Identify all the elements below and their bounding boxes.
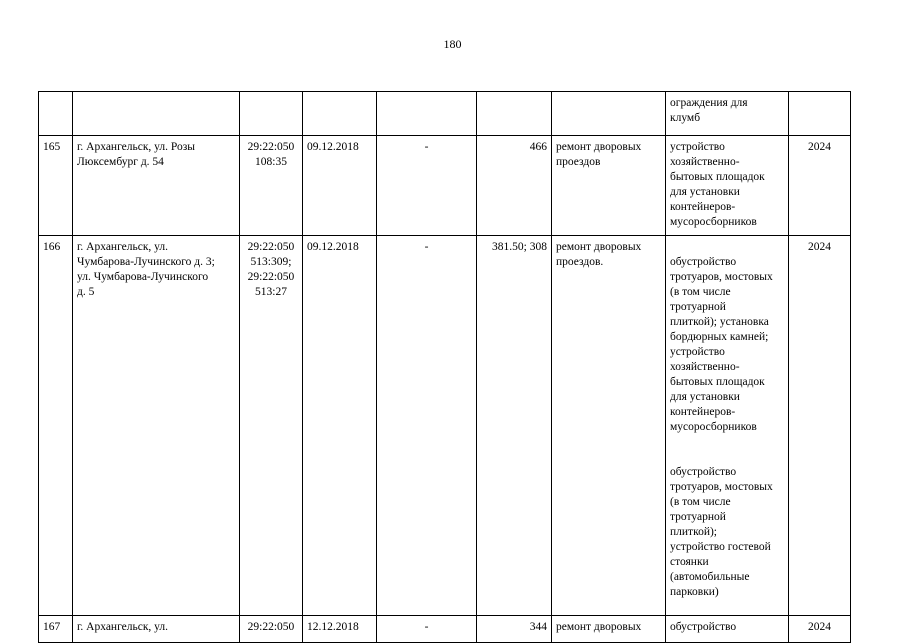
- work-type-cell: ремонт дворовых проездов: [552, 136, 666, 236]
- table-row: [39, 236, 851, 616]
- improvement-table: [38, 91, 851, 643]
- cadastral-cell: 29:22:050 108:35: [240, 136, 303, 236]
- work-type-cell: ремонт дворовых: [552, 616, 666, 643]
- year-cell: 2024: [789, 616, 851, 643]
- improvements-paragraph: обустройство тротуаров, мостовых (в том числе тротуарной плиткой); устройство гостевой стоянки (автомобильные парковки): [670, 466, 773, 598]
- dash-cell: [377, 92, 477, 136]
- dash-cell: -: [377, 136, 477, 236]
- work-type-cell: [552, 92, 666, 136]
- row-number-cell: [39, 92, 73, 136]
- date-cell: 09.12.2018: [303, 236, 377, 616]
- dash-cell: -: [377, 236, 477, 616]
- address-cell: г. Архангельск, ул. Чумбарова-Лучинского д. 3; ул. Чумбарова-Лучинского д. 5: [73, 236, 240, 616]
- dash-cell: -: [377, 616, 477, 643]
- improvements-cell: [666, 236, 789, 616]
- improvements-paragraph: обустройство тротуаров, мостовых (в том числе тротуарной плиткой); установка бордюрных камней; устройство хозяйственно- бытовых площадок для установки контейнеров- мусоросборников: [670, 256, 773, 433]
- area-cell: 344: [477, 616, 552, 643]
- cadastral-cell: [240, 92, 303, 136]
- area-cell: 466: [477, 136, 552, 236]
- address-cell: г. Архангельск, ул. Розы Люксембург д. 54: [73, 136, 240, 236]
- table-row: [39, 92, 851, 136]
- date-cell: 09.12.2018: [303, 136, 377, 236]
- date-cell: [303, 92, 377, 136]
- address-cell: г. Архангельск, ул.: [73, 616, 240, 643]
- improvements-paragraph: ограждения для клумб: [670, 97, 748, 124]
- row-number-cell: 167: [39, 616, 73, 643]
- date-cell: 12.12.2018: [303, 616, 377, 643]
- year-cell: [789, 92, 851, 136]
- table-row: [39, 616, 851, 643]
- page-number: 180: [443, 37, 462, 51]
- area-cell: [477, 92, 552, 136]
- improvements-cell: [666, 616, 789, 643]
- improvements-paragraph: устройство хозяйственно- бытовых площадок для установки контейнеров- мусоросборников: [670, 141, 765, 228]
- address-cell: [73, 92, 240, 136]
- cadastral-cell: 29:22:050 513:309; 29:22:050 513:27: [240, 236, 303, 616]
- cadastral-cell: 29:22:050: [240, 616, 303, 643]
- year-cell: 2024: [789, 136, 851, 236]
- improvements-cell: [666, 92, 789, 136]
- area-cell: 381.50; 308: [477, 236, 552, 616]
- improvements-cell: [666, 136, 789, 236]
- table-row: [39, 136, 851, 236]
- improvements-paragraph: обустройство: [670, 621, 737, 633]
- row-number-cell: 165: [39, 136, 73, 236]
- work-type-cell: ремонт дворовых проездов.: [552, 236, 666, 616]
- year-cell: 2024: [789, 236, 851, 616]
- row-number-cell: 166: [39, 236, 73, 616]
